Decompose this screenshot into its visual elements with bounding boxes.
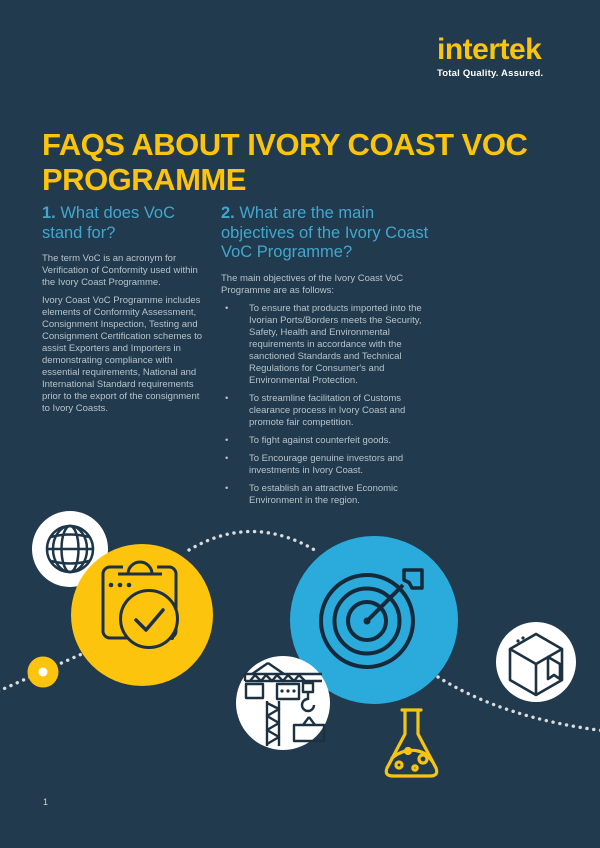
list-item: • To Encourage genuine investors and investments in Ivory Coast. bbox=[221, 453, 434, 477]
faq-1-number: 1. bbox=[42, 204, 56, 222]
faq-1-paragraph: The term VoC is an acronym for Verification of Conformity used within the Ivory Coast Programme. bbox=[42, 253, 198, 288]
list-item: • To ensure that products imported into the Ivorian Ports/Borders meets the Security, Safety, Health and Environmental requirements in accordance with the sanctioned Standards and Technical Regulations for Consumer's and Environmental Protection. bbox=[221, 303, 434, 387]
crane-icon bbox=[236, 656, 330, 750]
checklist-clipboard-icon bbox=[71, 544, 213, 686]
faq-2-intro: The main objectives of the Ivory Coast VoC Programme are as follows: bbox=[221, 272, 404, 296]
faq-section-1 bbox=[42, 204, 207, 513]
faq-1-question: What does VoC stand for? bbox=[42, 204, 176, 242]
objectives-list bbox=[221, 303, 434, 507]
page-number: 1 bbox=[43, 797, 49, 807]
faq-2-heading bbox=[221, 204, 434, 263]
node-dot bbox=[28, 657, 59, 688]
faq-2-number: 2. bbox=[221, 204, 235, 222]
bottom-illustration bbox=[0, 488, 600, 848]
faq-1-heading bbox=[42, 204, 207, 243]
page-title-line1: FAQS ABOUT IVORY COAST VOC bbox=[42, 126, 528, 162]
package-box-icon bbox=[496, 622, 576, 702]
faq-section-2 bbox=[221, 204, 434, 513]
faq-1-paragraph: Ivory Coast VoC Programme includes elements of Conformity Assessment, Consignment Inspection, Testing and Consignment Certification schemes to assist Exporters and Importers in demonstrating compliance with essential requirements, National and International Standard requirements prior to the export of the consignment to Ivory Coasts. bbox=[42, 295, 202, 414]
page-title-line2: PROGRAMME bbox=[42, 161, 246, 197]
list-item: • To fight against counterfeit goods. bbox=[221, 435, 434, 447]
intertek-logo: intertek bbox=[437, 33, 542, 66]
flask-icon bbox=[386, 710, 437, 776]
brand-block bbox=[437, 34, 543, 79]
page-title bbox=[42, 127, 562, 197]
faq-columns bbox=[42, 204, 434, 513]
list-item: • To establish an attractive Economic Environment in the region. bbox=[221, 483, 434, 507]
list-item: • To streamline facilitation of Customs clearance process in Ivory Coast and promote fair competition. bbox=[221, 393, 434, 429]
logo-tagline: Total Quality. Assured. bbox=[437, 68, 544, 79]
faq-2-question: What are the main objectives of the Ivory Coast VoC Programme? bbox=[221, 204, 429, 261]
